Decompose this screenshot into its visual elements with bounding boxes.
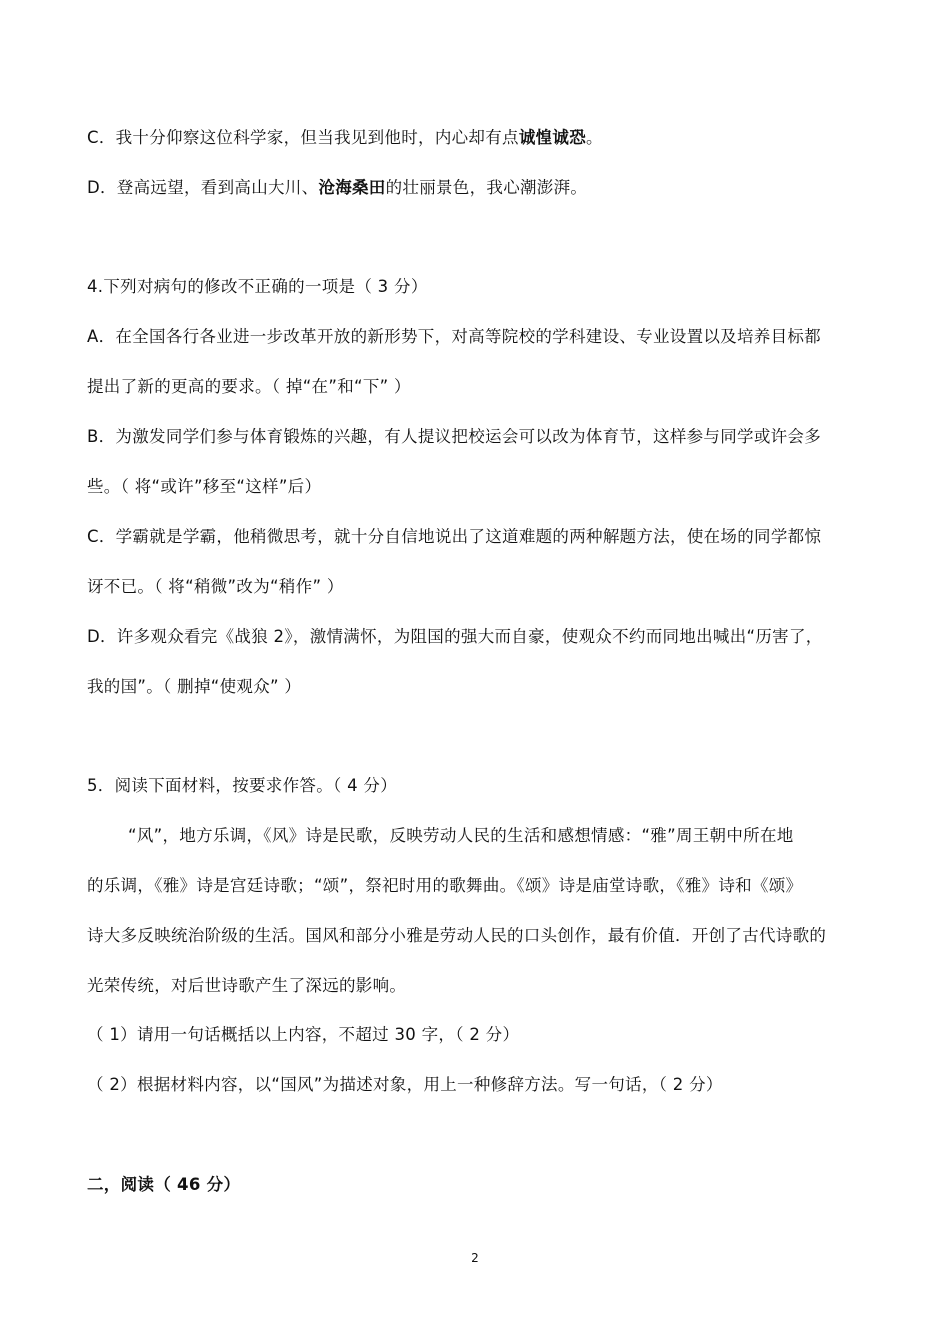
q4-option-b-line2: 些。（ 将“或许”移至“这样”后） — [87, 477, 322, 496]
q5-passage-line1: “风”，地方乐调，《风》诗是民歌，反映劳动人民的生活和感想情感：“雅”周王朝中所在地 — [128, 826, 794, 845]
q3-option-c-end: 。 — [586, 128, 603, 147]
q5-passage-line2: 的乐调，《雅》诗是宫廷诗歌；“颂”，祭祀时用的歌舞曲。《颂》诗是庙堂诗歌，《雅》诗和《颂》 — [87, 876, 803, 895]
q3-option-c-term: 诚惶诚恐 — [518, 128, 587, 147]
q4-title: 4.下列对病句的修改不正确的一项是（ 3 分） — [87, 277, 428, 296]
page-number: 2 — [471, 1251, 479, 1265]
q5-subquestion-2: （ 2）根据材料内容，以“国风”为描述对象，用上一种修辞方法。写一句话，（ 2 分） — [87, 1075, 723, 1094]
q3-option-d — [87, 177, 587, 199]
section-2-heading: 二，阅读（ 46 分） — [87, 1175, 241, 1194]
q4-option-a-line1: A．在全国各行各业进一步改革开放的新形势下，对高等院校的学科建设、专业设置以及培养目标都 — [87, 327, 821, 346]
q5-passage-line3: 诗大多反映统治阶级的生活。国风和部分小雅是劳动人民的口头创作，最有价值．开创了古代诗歌的 — [87, 926, 827, 945]
q3-option-d-term: 沧海桑田 — [318, 178, 386, 197]
q5-title: 5．阅读下面材料，按要求作答。（ 4 分） — [87, 776, 398, 795]
q3-option-d-end: 的壮丽景色，我心潮澎湃。 — [385, 178, 588, 197]
q3-option-c-text: C．我十分仰察这位科学家，但当我见到他时，内心却有点 — [87, 128, 519, 147]
q4-option-c-line2: 讶不已。（ 将“稍微”改为“稍作” ） — [87, 577, 344, 596]
q4-option-c-line1: C．学霸就是学霸，他稍微思考，就十分自信地说出了这道难题的两种解题方法，使在场的同学都惊 — [87, 527, 822, 546]
q3-option-d-text: D．登高远望，看到高山大川、 — [87, 178, 319, 197]
q3-option-c — [87, 127, 603, 149]
q5-subquestion-1: （ 1）请用一句话概括以上内容，不超过 30 字，（ 2 分） — [87, 1025, 520, 1044]
q4-option-a-line2: 提出了新的更高的要求。（ 掉“在”和“下” ） — [87, 377, 411, 396]
q4-option-b-line1: B．为激发同学们参与体育锻炼的兴趣，有人提议把校运会可以改为体育节，这样参与同学或许会多 — [87, 427, 822, 446]
q4-option-d-line2: 我的国”。（ 删掉“使观众” ） — [87, 677, 302, 696]
q5-passage-line4: 光荣传统，对后世诗歌产生了深远的影响。 — [87, 976, 407, 995]
q4-option-d-line1: D．许多观众看完《战狼 2》，激情满怀，为阻国的强大而自豪，使观众不约而同地出喊出“历害了， — [87, 627, 823, 646]
